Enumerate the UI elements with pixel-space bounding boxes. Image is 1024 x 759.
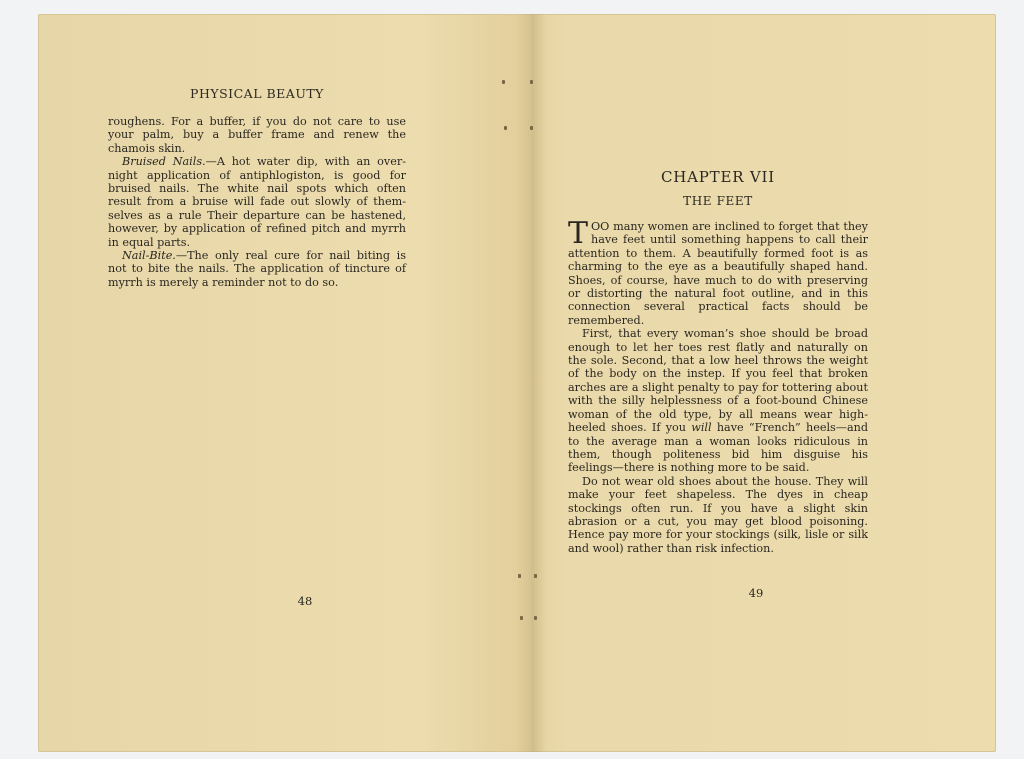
paragraph bbox=[568, 327, 868, 474]
binding-stitch bbox=[530, 126, 533, 130]
book-spine bbox=[516, 14, 546, 752]
paragraph-body: have “French” heels—and to the average man a woman looks ridiculous in them, though politeness bid him disguise his feelings—there is nothing more to be said. bbox=[568, 421, 869, 475]
chapter-heading: CHAPTER VII bbox=[661, 168, 775, 186]
emphasis: will bbox=[691, 421, 712, 435]
binding-stitch bbox=[534, 616, 537, 620]
paragraph bbox=[108, 155, 406, 249]
paragraph: Do not wear old shoes about the house. They will make your feet shapeless. The dyes in cheap stockings often run. If you have a slight skin abrasion or a cut, you may get blood poisoning. Hence pay more for your stockings (silk, lisle or silk and wool) rather than risk infection. bbox=[568, 474, 868, 555]
binding-stitch bbox=[504, 126, 507, 130]
paragraph bbox=[568, 216, 868, 327]
paragraph-body: —A hot water dip, with an over-night application of antiphlogiston, is good for bruised nails. The white nail spots which often result from a bruise will fade out slowly of them-selves as a rule Their departure can be hastened, however, by application of refined pitch and myrrh in equal parts. bbox=[108, 155, 406, 249]
paragraph-body: —The only real cure for nail biting is not to bite the nails. The application of tincture of myrrh is merely a reminder not to do so. bbox=[108, 249, 406, 289]
binding-stitch bbox=[518, 574, 521, 578]
right-page bbox=[568, 216, 869, 555]
drop-cap: T bbox=[568, 216, 589, 251]
running-head: PHYSICAL BEAUTY bbox=[190, 86, 324, 101]
chapter-title: THE FEET bbox=[683, 194, 753, 208]
left-page-text bbox=[108, 115, 406, 289]
binding-stitch bbox=[520, 616, 523, 620]
binding-stitch bbox=[502, 80, 505, 84]
page-number-right: 49 bbox=[748, 586, 764, 600]
section-heading: Bruised Nails. bbox=[122, 155, 206, 169]
paragraph: roughens. For a buffer, if you do not care to use your palm, buy a buffer frame and renew the chamois skin. bbox=[108, 115, 406, 155]
section-heading: Nail-Bite. bbox=[122, 249, 176, 263]
paragraph-body: OO many women are inclined to forget that they have feet until something happens to call their attention to them. A beautifully formed foot is as charming to the eye as a beautifully shaped hand. Shoes, of course, have much to do with preserving or distorting the natural foot outline, and in this connection several practical facts should be remembered. bbox=[568, 220, 868, 327]
paragraph-body: First, that every woman’s shoe should be broad enough to let her toes rest flatly and naturally on the sole. Second, that a low heel throws the weight of the body on the instep. If you feel that broken arches are a slight penalty to pay for tottering about with the silly helplessness of a foot-bound Chinese woman of the old type, by all means wear high-heeled shoes. If you bbox=[568, 327, 868, 435]
binding-stitch bbox=[534, 574, 537, 578]
right-page-text bbox=[568, 216, 869, 555]
page-number-left: 48 bbox=[297, 594, 313, 608]
left-page bbox=[108, 86, 406, 289]
binding-stitch bbox=[530, 80, 533, 84]
paragraph bbox=[108, 249, 406, 289]
